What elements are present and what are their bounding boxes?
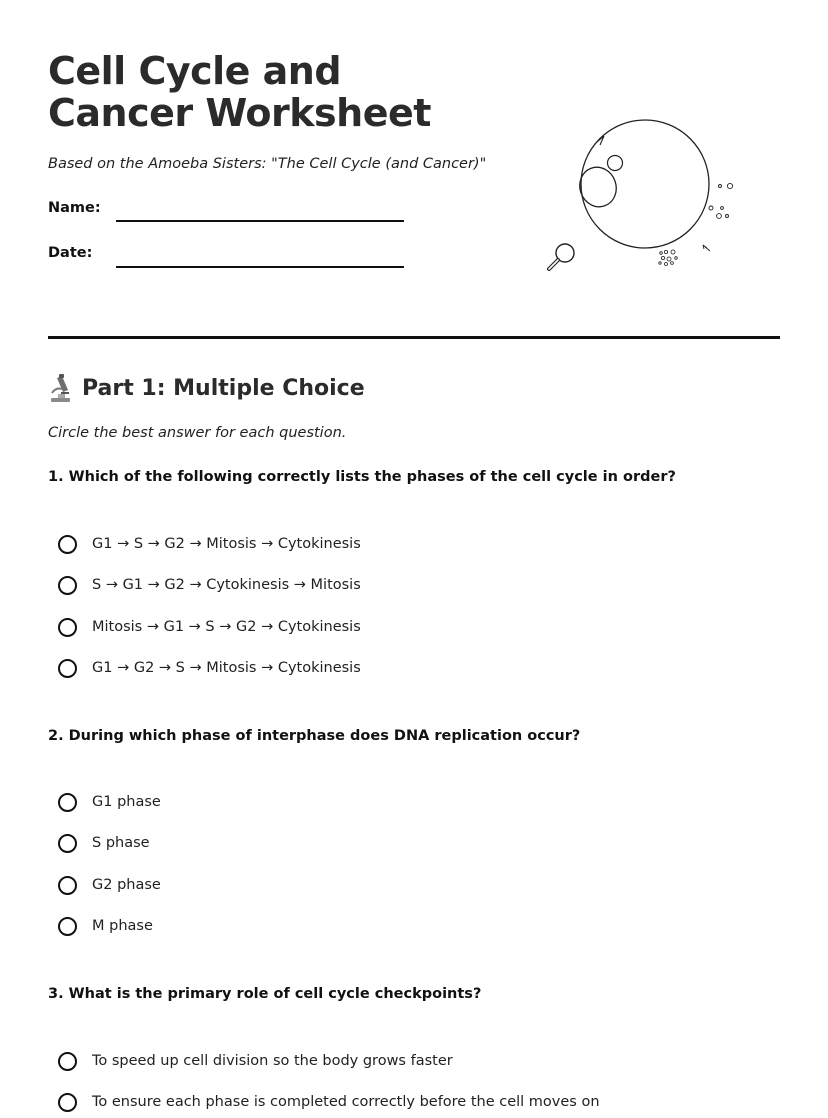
option-label: M phase xyxy=(92,918,153,934)
faint-background-mark xyxy=(515,52,765,64)
q3-option-b[interactable] xyxy=(58,1090,600,1114)
radio-button[interactable] xyxy=(58,618,77,637)
date-label: Date: xyxy=(48,245,93,261)
radio-button[interactable] xyxy=(58,834,77,853)
part1-instructions: Circle the best answer for each question. xyxy=(48,425,347,441)
option-label: S phase xyxy=(92,835,150,851)
q2-option-c[interactable] xyxy=(58,873,161,897)
option-label: To speed up cell division so the body grows faster xyxy=(92,1053,453,1069)
q1-option-b[interactable] xyxy=(58,573,361,597)
q1-option-d[interactable] xyxy=(58,656,361,680)
radio-button[interactable] xyxy=(58,1093,77,1112)
radio-button[interactable] xyxy=(58,876,77,895)
q1-option-c[interactable] xyxy=(58,615,361,639)
q2-option-a[interactable] xyxy=(58,790,161,814)
option-label: G2 phase xyxy=(92,877,161,893)
worksheet-subtitle: Based on the Amoeba Sisters: "The Cell Cycle (and Cancer)" xyxy=(48,156,487,172)
question-1: 1. Which of the following correctly lists the phases of the cell cycle in order? xyxy=(48,469,676,485)
name-field[interactable] xyxy=(116,220,404,222)
q3-option-a[interactable] xyxy=(58,1049,453,1073)
q1-option-a[interactable] xyxy=(58,532,361,556)
radio-button[interactable] xyxy=(58,793,77,812)
option-label: G1 → S → G2 → Mitosis → Cytokinesis xyxy=(92,536,361,552)
name-label: Name: xyxy=(48,200,101,216)
worksheet-title: Cell Cycle and Cancer Worksheet xyxy=(48,49,431,135)
option-label: To ensure each phase is completed correctly before the cell moves on xyxy=(92,1094,600,1110)
date-field[interactable] xyxy=(116,266,404,268)
radio-button[interactable] xyxy=(58,576,77,595)
cell-diagram-icon xyxy=(540,115,740,280)
option-label: S → G1 → G2 → Cytokinesis → Mitosis xyxy=(92,577,361,593)
radio-button[interactable] xyxy=(58,535,77,554)
part1-title: Part 1: Multiple Choice xyxy=(82,375,365,401)
question-2: 2. During which phase of interphase does DNA replication occur? xyxy=(48,728,581,744)
option-label: G1 → G2 → S → Mitosis → Cytokinesis xyxy=(92,660,361,676)
question-3: 3. What is the primary role of cell cycle checkpoints? xyxy=(48,986,482,1002)
radio-button[interactable] xyxy=(58,917,77,936)
q2-option-b[interactable] xyxy=(58,831,150,855)
radio-button[interactable] xyxy=(58,659,77,678)
part1-heading xyxy=(48,373,365,403)
option-label: Mitosis → G1 → S → G2 → Cytokinesis xyxy=(92,619,361,635)
option-label: G1 phase xyxy=(92,794,161,810)
q2-option-d[interactable] xyxy=(58,914,153,938)
microscope-icon xyxy=(48,373,74,403)
radio-button[interactable] xyxy=(58,1052,77,1071)
section-divider xyxy=(48,336,780,339)
